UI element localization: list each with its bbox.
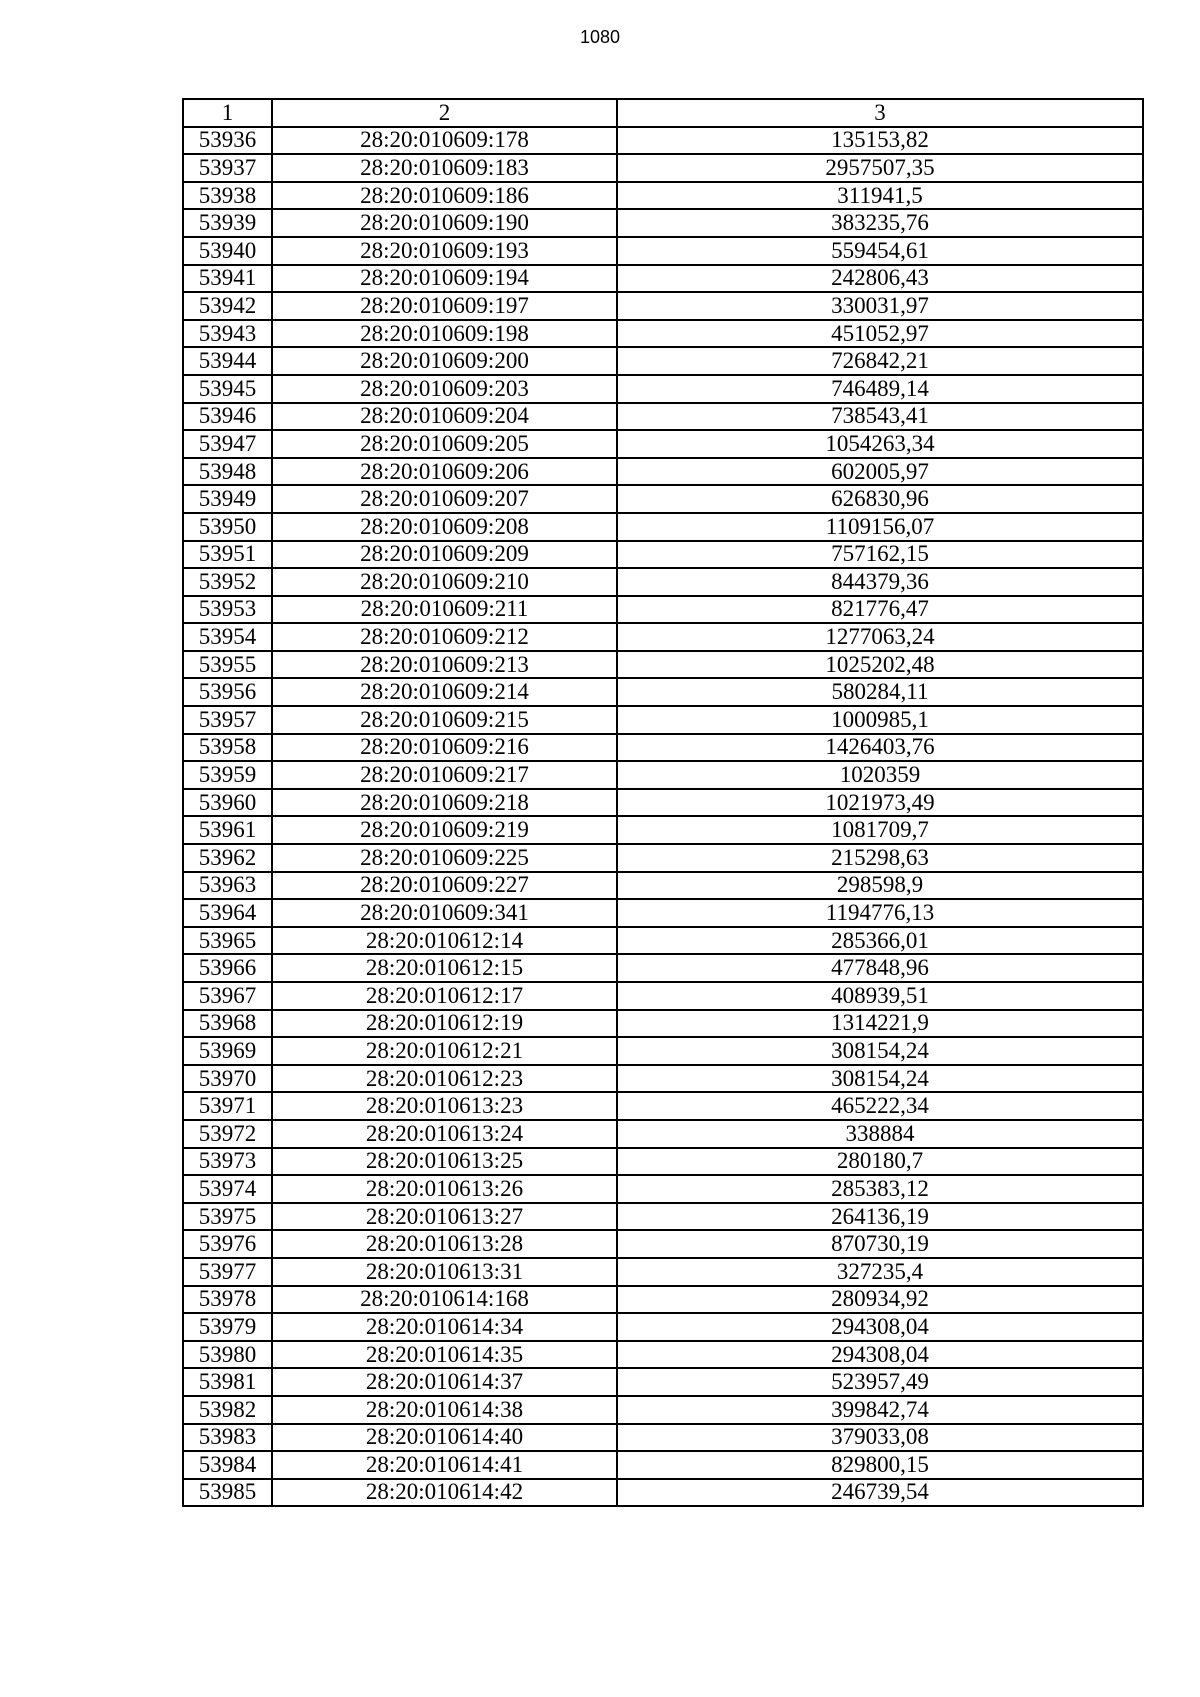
cadastral-number-cell: 28:20:010609:216 (272, 734, 617, 762)
cadastral-number-cell: 28:20:010613:23 (272, 1092, 617, 1120)
row-number-cell: 53976 (183, 1230, 272, 1258)
table-row (183, 292, 1143, 320)
cadastral-number-cell: 28:20:010609:178 (272, 127, 617, 155)
value-cell: 829800,15 (617, 1451, 1143, 1479)
value-cell: 215298,63 (617, 844, 1143, 872)
header-cell-2: 2 (272, 99, 617, 127)
cadastral-number-cell: 28:20:010609:203 (272, 375, 617, 403)
value-cell: 757162,15 (617, 541, 1143, 569)
row-number-cell: 53939 (183, 209, 272, 237)
cadastral-number-cell: 28:20:010609:218 (272, 789, 617, 817)
cadastral-number-cell: 28:20:010613:25 (272, 1148, 617, 1176)
table-header-row (183, 99, 1143, 127)
row-number-cell: 53981 (183, 1368, 272, 1396)
table-row (183, 1479, 1143, 1507)
value-cell: 1194776,13 (617, 899, 1143, 927)
row-number-cell: 53963 (183, 872, 272, 900)
row-number-cell: 53957 (183, 706, 272, 734)
table-row (183, 182, 1143, 210)
value-cell: 308154,24 (617, 1065, 1143, 1093)
cadastral-number-cell: 28:20:010613:24 (272, 1120, 617, 1148)
row-number-cell: 53965 (183, 927, 272, 955)
cadastral-number-cell: 28:20:010614:40 (272, 1424, 617, 1452)
cadastral-number-cell: 28:20:010609:183 (272, 154, 617, 182)
table-row (183, 1037, 1143, 1065)
value-cell: 477848,96 (617, 954, 1143, 982)
row-number-cell: 53944 (183, 347, 272, 375)
value-cell: 135153,82 (617, 127, 1143, 155)
row-number-cell: 53938 (183, 182, 272, 210)
row-number-cell: 53975 (183, 1203, 272, 1231)
cadastral-number-cell: 28:20:010614:34 (272, 1313, 617, 1341)
value-cell: 294308,04 (617, 1313, 1143, 1341)
cadastral-number-cell: 28:20:010609:208 (272, 513, 617, 541)
register-table (182, 98, 1144, 1507)
value-cell: 408939,51 (617, 982, 1143, 1010)
value-cell: 1025202,48 (617, 651, 1143, 679)
row-number-cell: 53961 (183, 816, 272, 844)
row-number-cell: 53982 (183, 1396, 272, 1424)
row-number-cell: 53967 (183, 982, 272, 1010)
value-cell: 580284,11 (617, 678, 1143, 706)
row-number-cell: 53968 (183, 1010, 272, 1038)
row-number-cell: 53974 (183, 1175, 272, 1203)
table-row (183, 320, 1143, 348)
value-cell: 311941,5 (617, 182, 1143, 210)
cadastral-number-cell: 28:20:010612:23 (272, 1065, 617, 1093)
row-number-cell: 53985 (183, 1479, 272, 1507)
value-cell: 746489,14 (617, 375, 1143, 403)
row-number-cell: 53941 (183, 265, 272, 293)
value-cell: 726842,21 (617, 347, 1143, 375)
cadastral-number-cell: 28:20:010609:198 (272, 320, 617, 348)
cadastral-number-cell: 28:20:010609:190 (272, 209, 617, 237)
cadastral-number-cell: 28:20:010609:214 (272, 678, 617, 706)
table-row (183, 596, 1143, 624)
row-number-cell: 53973 (183, 1148, 272, 1176)
table-row (183, 154, 1143, 182)
cadastral-number-cell: 28:20:010609:209 (272, 541, 617, 569)
value-cell: 1021973,49 (617, 789, 1143, 817)
table-row (183, 1203, 1143, 1231)
cadastral-number-cell: 28:20:010614:38 (272, 1396, 617, 1424)
table-row (183, 1368, 1143, 1396)
value-cell: 821776,47 (617, 596, 1143, 624)
cadastral-number-cell: 28:20:010609:219 (272, 816, 617, 844)
value-cell: 1000985,1 (617, 706, 1143, 734)
table-row (183, 375, 1143, 403)
cadastral-number-cell: 28:20:010609:213 (272, 651, 617, 679)
table-row (183, 844, 1143, 872)
cadastral-number-cell: 28:20:010609:207 (272, 485, 617, 513)
value-cell: 1054263,34 (617, 430, 1143, 458)
cadastral-number-cell: 28:20:010613:27 (272, 1203, 617, 1231)
value-cell: 383235,76 (617, 209, 1143, 237)
cadastral-number-cell: 28:20:010613:26 (272, 1175, 617, 1203)
row-number-cell: 53947 (183, 430, 272, 458)
cadastral-number-cell: 28:20:010609:204 (272, 403, 617, 431)
table-row (183, 982, 1143, 1010)
row-number-cell: 53948 (183, 458, 272, 486)
value-cell: 246739,54 (617, 1479, 1143, 1507)
value-cell: 280180,7 (617, 1148, 1143, 1176)
value-cell: 399842,74 (617, 1396, 1143, 1424)
cadastral-number-cell: 28:20:010613:31 (272, 1258, 617, 1286)
cadastral-number-cell: 28:20:010614:35 (272, 1341, 617, 1369)
row-number-cell: 53936 (183, 127, 272, 155)
table-row (183, 513, 1143, 541)
value-cell: 294308,04 (617, 1341, 1143, 1369)
cadastral-number-cell: 28:20:010609:227 (272, 872, 617, 900)
row-number-cell: 53946 (183, 403, 272, 431)
row-number-cell: 53940 (183, 237, 272, 265)
cadastral-number-cell: 28:20:010609:211 (272, 596, 617, 624)
value-cell: 242806,43 (617, 265, 1143, 293)
value-cell: 2957507,35 (617, 154, 1143, 182)
row-number-cell: 53945 (183, 375, 272, 403)
cadastral-number-cell: 28:20:010612:15 (272, 954, 617, 982)
table-row (183, 403, 1143, 431)
cadastral-number-cell: 28:20:010614:42 (272, 1479, 617, 1507)
row-number-cell: 53942 (183, 292, 272, 320)
value-cell: 308154,24 (617, 1037, 1143, 1065)
table-row (183, 734, 1143, 762)
row-number-cell: 53952 (183, 568, 272, 596)
table-row (183, 1175, 1143, 1203)
value-cell: 602005,97 (617, 458, 1143, 486)
cadastral-number-cell: 28:20:010612:19 (272, 1010, 617, 1038)
value-cell: 327235,4 (617, 1258, 1143, 1286)
value-cell: 1314221,9 (617, 1010, 1143, 1038)
table-row (183, 706, 1143, 734)
value-cell: 1109156,07 (617, 513, 1143, 541)
row-number-cell: 53955 (183, 651, 272, 679)
value-cell: 626830,96 (617, 485, 1143, 513)
table-row (183, 1230, 1143, 1258)
cadastral-number-cell: 28:20:010612:21 (272, 1037, 617, 1065)
value-cell: 465222,34 (617, 1092, 1143, 1120)
table-row (183, 1341, 1143, 1369)
value-cell: 330031,97 (617, 292, 1143, 320)
row-number-cell: 53956 (183, 678, 272, 706)
table-row (183, 954, 1143, 982)
value-cell: 280934,92 (617, 1286, 1143, 1314)
value-cell: 844379,36 (617, 568, 1143, 596)
table-row (183, 209, 1143, 237)
value-cell: 1277063,24 (617, 623, 1143, 651)
table-row (183, 485, 1143, 513)
cadastral-number-cell: 28:20:010612:14 (272, 927, 617, 955)
row-number-cell: 53978 (183, 1286, 272, 1314)
header-cell-1: 1 (183, 99, 272, 127)
table-row (183, 789, 1143, 817)
value-cell: 1020359 (617, 761, 1143, 789)
value-cell: 1081709,7 (617, 816, 1143, 844)
value-cell: 379033,08 (617, 1424, 1143, 1452)
table-row (183, 541, 1143, 569)
value-cell: 1426403,76 (617, 734, 1143, 762)
value-cell: 285366,01 (617, 927, 1143, 955)
row-number-cell: 53971 (183, 1092, 272, 1120)
cadastral-number-cell: 28:20:010609:186 (272, 182, 617, 210)
table-row (183, 1120, 1143, 1148)
cadastral-number-cell: 28:20:010614:37 (272, 1368, 617, 1396)
row-number-cell: 53949 (183, 485, 272, 513)
table-body (183, 99, 1143, 1506)
row-number-cell: 53972 (183, 1120, 272, 1148)
table-row (183, 1424, 1143, 1452)
cadastral-number-cell: 28:20:010614:168 (272, 1286, 617, 1314)
table-row (183, 430, 1143, 458)
value-cell: 264136,19 (617, 1203, 1143, 1231)
row-number-cell: 53953 (183, 596, 272, 624)
cadastral-number-cell: 28:20:010609:200 (272, 347, 617, 375)
cadastral-number-cell: 28:20:010609:215 (272, 706, 617, 734)
table-row (183, 1313, 1143, 1341)
row-number-cell: 53984 (183, 1451, 272, 1479)
value-cell: 738543,41 (617, 403, 1143, 431)
cadastral-number-cell: 28:20:010609:225 (272, 844, 617, 872)
cadastral-number-cell: 28:20:010609:341 (272, 899, 617, 927)
value-cell: 285383,12 (617, 1175, 1143, 1203)
table-row (183, 127, 1143, 155)
row-number-cell: 53983 (183, 1424, 272, 1452)
row-number-cell: 53980 (183, 1341, 272, 1369)
header-cell-3: 3 (617, 99, 1143, 127)
cadastral-number-cell: 28:20:010609:205 (272, 430, 617, 458)
row-number-cell: 53966 (183, 954, 272, 982)
table-row (183, 899, 1143, 927)
cadastral-number-cell: 28:20:010612:17 (272, 982, 617, 1010)
row-number-cell: 53962 (183, 844, 272, 872)
table-row (183, 347, 1143, 375)
cadastral-number-cell: 28:20:010609:197 (272, 292, 617, 320)
table-row (183, 1010, 1143, 1038)
table-row (183, 761, 1143, 789)
row-number-cell: 53951 (183, 541, 272, 569)
table-row (183, 1451, 1143, 1479)
table-row (183, 816, 1143, 844)
row-number-cell: 53979 (183, 1313, 272, 1341)
cadastral-number-cell: 28:20:010609:206 (272, 458, 617, 486)
value-cell: 559454,61 (617, 237, 1143, 265)
row-number-cell: 53943 (183, 320, 272, 348)
table-row (183, 458, 1143, 486)
row-number-cell: 53970 (183, 1065, 272, 1093)
row-number-cell: 53959 (183, 761, 272, 789)
cadastral-number-cell: 28:20:010609:217 (272, 761, 617, 789)
value-cell: 523957,49 (617, 1368, 1143, 1396)
value-cell: 298598,9 (617, 872, 1143, 900)
row-number-cell: 53937 (183, 154, 272, 182)
cadastral-number-cell: 28:20:010609:193 (272, 237, 617, 265)
table-row (183, 1065, 1143, 1093)
row-number-cell: 53969 (183, 1037, 272, 1065)
table-row (183, 1286, 1143, 1314)
row-number-cell: 53964 (183, 899, 272, 927)
table-row (183, 237, 1143, 265)
cadastral-number-cell: 28:20:010609:210 (272, 568, 617, 596)
table-row (183, 927, 1143, 955)
value-cell: 451052,97 (617, 320, 1143, 348)
row-number-cell: 53958 (183, 734, 272, 762)
row-number-cell: 53960 (183, 789, 272, 817)
page-number: 1080 (579, 27, 621, 47)
table-row (183, 623, 1143, 651)
table-row (183, 678, 1143, 706)
cadastral-number-cell: 28:20:010613:28 (272, 1230, 617, 1258)
table-row (183, 1396, 1143, 1424)
cadastral-number-cell: 28:20:010614:41 (272, 1451, 617, 1479)
row-number-cell: 53977 (183, 1258, 272, 1286)
table-row (183, 651, 1143, 679)
cadastral-number-cell: 28:20:010609:194 (272, 265, 617, 293)
table-row (183, 265, 1143, 293)
row-number-cell: 53954 (183, 623, 272, 651)
value-cell: 870730,19 (617, 1230, 1143, 1258)
value-cell: 338884 (617, 1120, 1143, 1148)
cadastral-number-cell: 28:20:010609:212 (272, 623, 617, 651)
table-row (183, 568, 1143, 596)
row-number-cell: 53950 (183, 513, 272, 541)
table-row (183, 1092, 1143, 1120)
table-row (183, 872, 1143, 900)
table-row (183, 1258, 1143, 1286)
table-row (183, 1148, 1143, 1176)
